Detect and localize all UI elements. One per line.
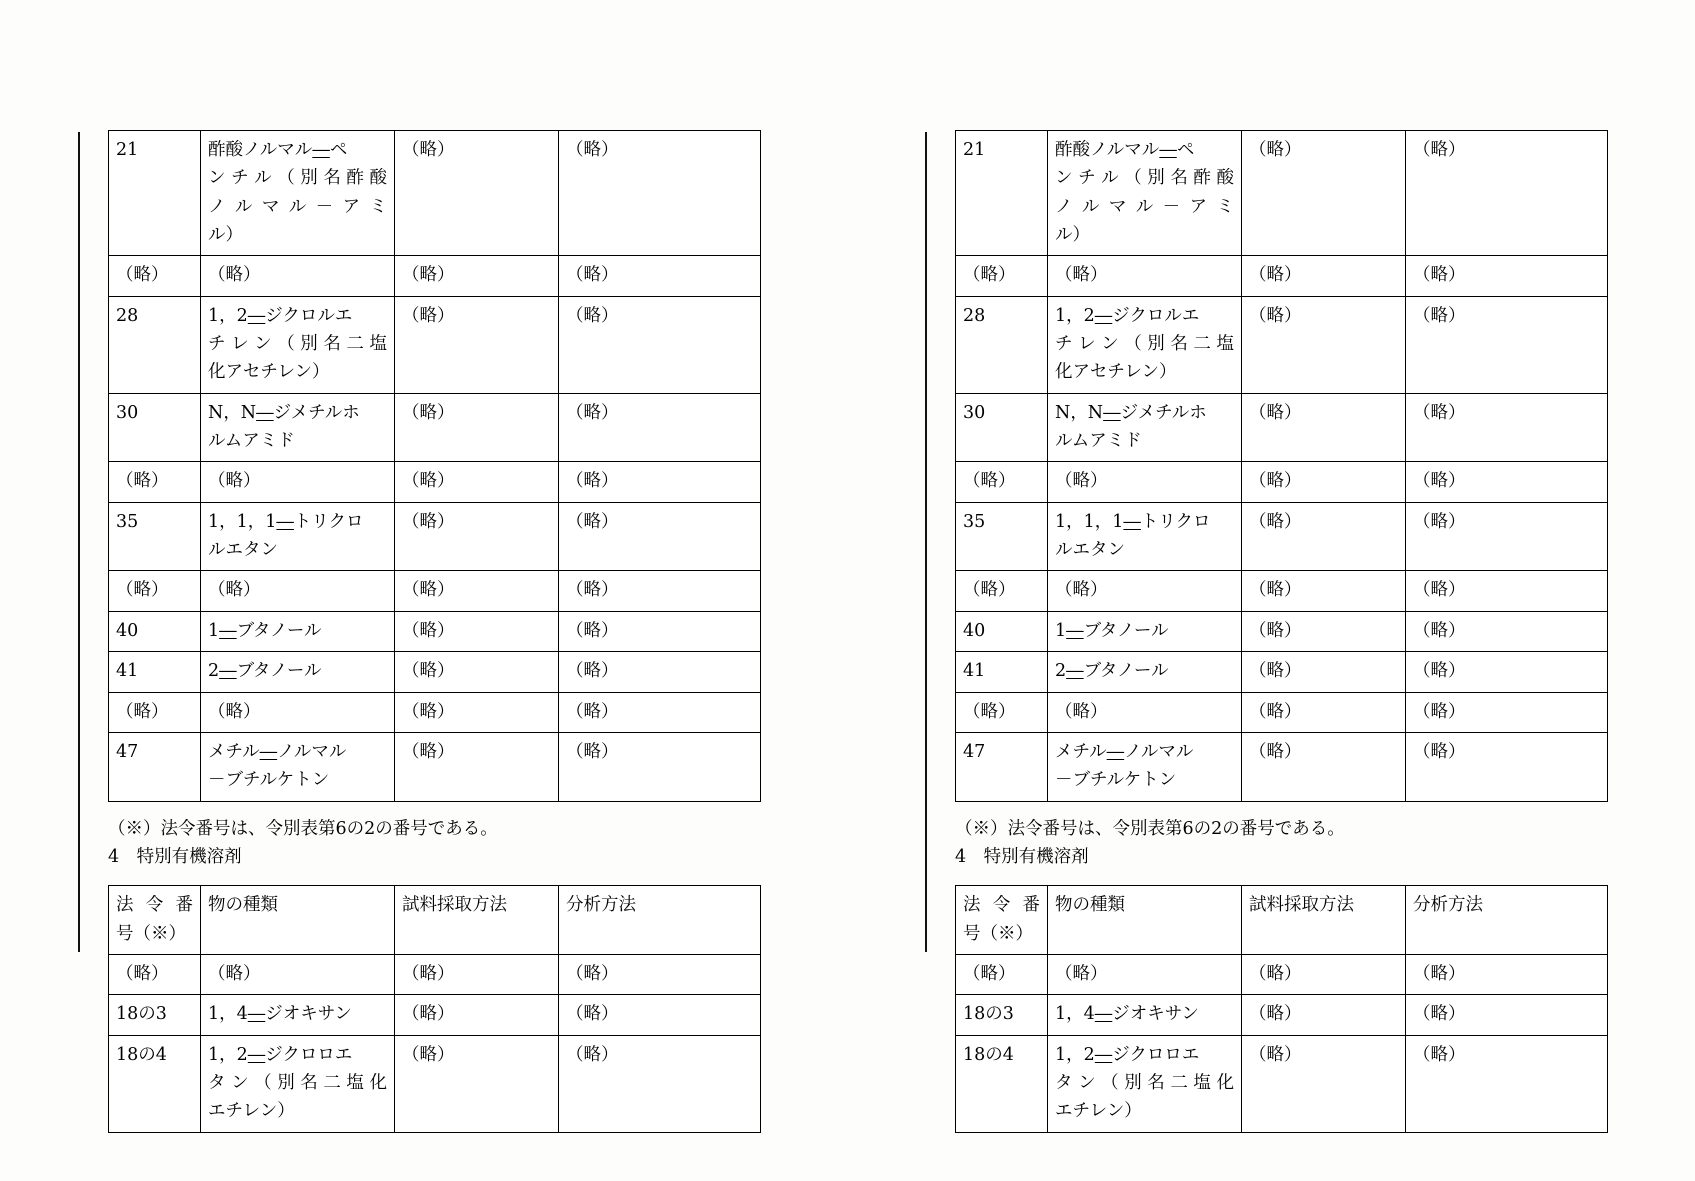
column-header-substance-kind: 物の種類 xyxy=(201,886,395,955)
cell-line: 2―ブタノール xyxy=(208,661,322,682)
amendment-underline: ― xyxy=(1106,741,1125,762)
table-row xyxy=(956,732,1608,801)
table-row xyxy=(109,393,761,462)
cell-line: 化アセチレン） xyxy=(208,362,330,383)
cell-law-number: 28 xyxy=(109,296,201,393)
table-header-row xyxy=(956,886,1608,955)
cell-substance-kind xyxy=(201,571,395,611)
table-row xyxy=(956,256,1608,296)
cell-substance-kind xyxy=(201,652,395,692)
cell-line: ルムアミド xyxy=(208,431,295,452)
cell-law-number: （略） xyxy=(109,692,201,732)
cell-analysis-method: （略） xyxy=(1406,611,1608,651)
amendment-underline: ― xyxy=(247,1044,266,1065)
cell-analysis-method: （略） xyxy=(559,692,761,732)
cell-line: N，N―ジメチルホ xyxy=(1055,402,1207,423)
cell-sampling-method: （略） xyxy=(395,1035,559,1132)
cell-law-number: 35 xyxy=(956,502,1048,571)
cell-law-number: （略） xyxy=(109,954,201,994)
cell-sampling-method: （略） xyxy=(395,571,559,611)
cell-analysis-method: （略） xyxy=(1406,1035,1608,1132)
cell-sampling-method: （略） xyxy=(395,131,559,256)
cell-line: チ レ ン （ 別 名 二 塩 xyxy=(1055,334,1234,355)
cell-text xyxy=(208,399,387,456)
amendment-underline: ― xyxy=(1103,402,1121,423)
cell-text xyxy=(1055,467,1234,495)
cell-substance-kind xyxy=(1048,462,1242,502)
table-row xyxy=(956,954,1608,994)
cell-line: 1，2―ジクロロエ xyxy=(1055,1044,1200,1065)
cell-analysis-method: （略） xyxy=(1406,692,1608,732)
cell-analysis-method: （略） xyxy=(559,732,761,801)
cell-law-number: 35 xyxy=(109,502,201,571)
cell-text xyxy=(208,1000,387,1028)
cell-law-number: 18の3 xyxy=(956,995,1048,1035)
organic-solvent-table-right xyxy=(955,130,1608,802)
table-row xyxy=(956,502,1608,571)
table-row xyxy=(956,462,1608,502)
cell-analysis-method: （略） xyxy=(1406,393,1608,462)
cell-law-number: 30 xyxy=(109,393,201,462)
cell-analysis-method: （略） xyxy=(1406,732,1608,801)
cell-substance-kind xyxy=(201,692,395,732)
cell-sampling-method: （略） xyxy=(1242,954,1406,994)
caption-note-right: （※）法令番号は、令別表第6の2の番号である。 xyxy=(955,818,1345,839)
header-line: 号（※） xyxy=(116,923,186,944)
cell-substance-kind xyxy=(1048,131,1242,256)
cell-line: （略） xyxy=(208,963,261,984)
cell-line: 1，1，1―トリクロ xyxy=(208,511,364,532)
caption-note-left: （※）法令番号は、令別表第6の2の番号である。 xyxy=(108,818,498,839)
cell-sampling-method: （略） xyxy=(1242,692,1406,732)
table-row xyxy=(956,393,1608,462)
cell-text xyxy=(208,698,387,726)
cell-law-number: 41 xyxy=(109,652,201,692)
margin-rule-left xyxy=(78,132,80,952)
cell-analysis-method: （略） xyxy=(1406,502,1608,571)
cell-line: （略） xyxy=(1055,701,1108,722)
amendment-underline: ― xyxy=(1094,305,1113,326)
cell-law-number: 21 xyxy=(956,131,1048,256)
organic-solvent-table-left xyxy=(108,130,761,802)
table-row xyxy=(956,652,1608,692)
table-row xyxy=(956,296,1608,393)
cell-line: （略） xyxy=(1055,471,1108,492)
cell-analysis-method: （略） xyxy=(559,995,761,1035)
section-heading-left: 4 特別有機溶剤 xyxy=(108,846,242,867)
cell-analysis-method: （略） xyxy=(559,296,761,393)
cell-substance-kind xyxy=(201,732,395,801)
cell-line: エチレン） xyxy=(208,1101,295,1122)
cell-line: タ ン （ 別 名 二 塩 化 xyxy=(208,1072,387,1093)
cell-text xyxy=(1055,657,1234,685)
table-row xyxy=(956,692,1608,732)
cell-line: －ブチルケトン xyxy=(1055,770,1177,791)
cell-law-number: 18の3 xyxy=(109,995,201,1035)
amendment-underline: ― xyxy=(219,661,237,682)
cell-line: ルムアミド xyxy=(1055,431,1142,452)
cell-law-number: 18の4 xyxy=(109,1035,201,1132)
cell-sampling-method: （略） xyxy=(395,502,559,571)
cell-line: （略） xyxy=(208,471,261,492)
cell-substance-kind xyxy=(1048,954,1242,994)
amendment-underline: ― xyxy=(247,1004,266,1025)
cell-line: ル） xyxy=(208,225,243,246)
cell-sampling-method: （略） xyxy=(1242,502,1406,571)
table1-body-right xyxy=(956,131,1608,802)
cell-sampling-method: （略） xyxy=(1242,131,1406,256)
cell-line: 1，1，1―トリクロ xyxy=(1055,511,1211,532)
cell-sampling-method: （略） xyxy=(1242,296,1406,393)
cell-text xyxy=(1055,738,1234,795)
table-row xyxy=(109,995,761,1035)
amendment-underline: ― xyxy=(259,741,278,762)
cell-sampling-method: （略） xyxy=(1242,462,1406,502)
cell-substance-kind xyxy=(1048,393,1242,462)
cell-analysis-method: （略） xyxy=(559,954,761,994)
cell-analysis-method: （略） xyxy=(559,462,761,502)
cell-line: N，N―ジメチルホ xyxy=(208,402,360,423)
table-row xyxy=(109,571,761,611)
cell-line: 1，4―ジオキサン xyxy=(1055,1004,1199,1025)
cell-text xyxy=(208,261,387,289)
table-row xyxy=(109,692,761,732)
cell-substance-kind xyxy=(201,296,395,393)
cell-analysis-method: （略） xyxy=(1406,571,1608,611)
amendment-underline: ― xyxy=(312,140,330,160)
cell-line: （略） xyxy=(1055,265,1108,286)
table-row xyxy=(956,1035,1608,1132)
cell-text xyxy=(208,576,387,604)
cell-analysis-method: （略） xyxy=(559,131,761,256)
cell-text xyxy=(208,960,387,988)
cell-sampling-method: （略） xyxy=(1242,1035,1406,1132)
cell-text xyxy=(1055,617,1234,645)
cell-law-number: 47 xyxy=(956,732,1048,801)
cell-sampling-method: （略） xyxy=(395,393,559,462)
cell-text xyxy=(208,136,387,249)
cell-substance-kind xyxy=(201,502,395,571)
cell-text xyxy=(1055,1000,1234,1028)
cell-substance-kind xyxy=(201,1035,395,1132)
cell-text xyxy=(1055,136,1234,249)
table-row xyxy=(109,732,761,801)
header-line: 法 令 番 xyxy=(963,895,1040,916)
cell-line: メチル―ノルマル xyxy=(1055,741,1194,762)
table-row xyxy=(956,611,1608,651)
cell-sampling-method: （略） xyxy=(1242,393,1406,462)
cell-law-number: （略） xyxy=(956,571,1048,611)
cell-text xyxy=(1055,399,1234,456)
panel-right-content xyxy=(955,130,1615,1133)
column-header-analysis-method: 分析方法 xyxy=(559,886,761,955)
cell-line: 1―ブタノール xyxy=(1055,620,1169,641)
cell-line: ノ ル マ ル － ア ミ xyxy=(1055,196,1234,217)
cell-analysis-method: （略） xyxy=(1406,954,1608,994)
cell-sampling-method: （略） xyxy=(1242,571,1406,611)
cell-line: （略） xyxy=(208,701,261,722)
cell-line: ル） xyxy=(1055,225,1090,246)
cell-sampling-method: （略） xyxy=(395,652,559,692)
cell-text xyxy=(208,617,387,645)
table2-body-right xyxy=(956,886,1608,1132)
cell-substance-kind xyxy=(201,611,395,651)
amendment-underline: ― xyxy=(247,305,266,326)
cell-line: 1，4―ジオキサン xyxy=(208,1004,352,1025)
cell-sampling-method: （略） xyxy=(395,732,559,801)
cell-line: 2―ブタノール xyxy=(1055,661,1169,682)
table2-body-left xyxy=(109,886,761,1132)
cell-text xyxy=(208,1041,387,1126)
cell-line: （略） xyxy=(1055,963,1108,984)
cell-law-number: 21 xyxy=(109,131,201,256)
table-row xyxy=(109,1035,761,1132)
special-organic-solvent-table-left xyxy=(108,885,761,1132)
cell-text xyxy=(208,657,387,685)
cell-analysis-method: （略） xyxy=(1406,995,1608,1035)
cell-law-number: 30 xyxy=(956,393,1048,462)
cell-line: 1，2―ジクロルエ xyxy=(1055,305,1200,326)
cell-substance-kind xyxy=(1048,502,1242,571)
table-row xyxy=(956,131,1608,256)
cell-analysis-method: （略） xyxy=(559,1035,761,1132)
panel-left xyxy=(0,0,847,1181)
cell-line: ノ ル マ ル － ア ミ xyxy=(208,196,387,217)
table-row xyxy=(109,462,761,502)
cell-analysis-method: （略） xyxy=(559,256,761,296)
amendment-underline: ― xyxy=(1123,511,1141,532)
cell-substance-kind xyxy=(201,131,395,256)
cell-substance-kind xyxy=(1048,652,1242,692)
cell-analysis-method: （略） xyxy=(559,502,761,571)
special-organic-solvent-table-right xyxy=(955,885,1608,1132)
cell-law-number: （略） xyxy=(956,462,1048,502)
amendment-underline: ― xyxy=(1094,1044,1113,1065)
cell-line: 酢酸ノルマル―ペ xyxy=(1055,140,1195,160)
amendment-underline: ― xyxy=(219,620,237,641)
cell-analysis-method: （略） xyxy=(559,652,761,692)
column-header-law-number xyxy=(956,886,1048,955)
cell-substance-kind xyxy=(1048,692,1242,732)
cell-law-number: 40 xyxy=(956,611,1048,651)
table-row xyxy=(109,611,761,651)
cell-line: （略） xyxy=(1055,580,1108,601)
cell-sampling-method: （略） xyxy=(395,611,559,651)
amendment-underline: ― xyxy=(1066,620,1084,641)
cell-sampling-method: （略） xyxy=(395,256,559,296)
cell-line: 化アセチレン） xyxy=(1055,362,1177,383)
table-row xyxy=(109,296,761,393)
table-row xyxy=(109,502,761,571)
cell-analysis-method: （略） xyxy=(1406,296,1608,393)
cell-law-number: 28 xyxy=(956,296,1048,393)
cell-text xyxy=(1055,508,1234,565)
cell-substance-kind xyxy=(1048,571,1242,611)
cell-law-number: （略） xyxy=(956,954,1048,994)
cell-line: チ レ ン （ 別 名 二 塩 xyxy=(208,334,387,355)
amendment-underline: ― xyxy=(276,511,294,532)
table-row xyxy=(109,652,761,692)
table-row xyxy=(109,256,761,296)
cell-sampling-method: （略） xyxy=(395,692,559,732)
cell-substance-kind xyxy=(1048,296,1242,393)
cell-line: 1，2―ジクロロエ xyxy=(208,1044,353,1065)
cell-substance-kind xyxy=(201,256,395,296)
cell-sampling-method: （略） xyxy=(1242,611,1406,651)
cell-substance-kind xyxy=(1048,995,1242,1035)
cell-line: 1―ブタノール xyxy=(208,620,322,641)
table-row xyxy=(109,131,761,256)
cell-analysis-method: （略） xyxy=(559,611,761,651)
section-heading-right: 4 特別有機溶剤 xyxy=(955,846,1089,867)
cell-substance-kind xyxy=(1048,1035,1242,1132)
cell-sampling-method: （略） xyxy=(1242,652,1406,692)
cell-substance-kind xyxy=(1048,611,1242,651)
header-line: 号（※） xyxy=(963,923,1033,944)
cell-analysis-method: （略） xyxy=(1406,462,1608,502)
cell-analysis-method: （略） xyxy=(559,393,761,462)
cell-sampling-method: （略） xyxy=(1242,732,1406,801)
cell-text xyxy=(208,508,387,565)
table-row xyxy=(956,571,1608,611)
cell-substance-kind xyxy=(201,954,395,994)
cell-law-number: 18の4 xyxy=(956,1035,1048,1132)
cell-line: （略） xyxy=(208,580,261,601)
cell-line: エチレン） xyxy=(1055,1101,1142,1122)
header-line: 法 令 番 xyxy=(116,895,193,916)
cell-substance-kind xyxy=(1048,256,1242,296)
cell-analysis-method: （略） xyxy=(1406,652,1608,692)
cell-line: －ブチルケトン xyxy=(208,770,330,791)
cell-substance-kind xyxy=(201,462,395,502)
cell-line: ルエタン xyxy=(1055,540,1125,561)
cell-law-number: （略） xyxy=(109,571,201,611)
cell-text xyxy=(208,302,387,387)
cell-text xyxy=(1055,1041,1234,1126)
cell-sampling-method: （略） xyxy=(395,995,559,1035)
cell-analysis-method: （略） xyxy=(1406,131,1608,256)
cell-line: ン チ ル （ 別 名 酢 酸 xyxy=(208,168,387,189)
cell-sampling-method: （略） xyxy=(395,462,559,502)
cell-text xyxy=(1055,960,1234,988)
margin-rule-right xyxy=(925,132,927,952)
cell-law-number: （略） xyxy=(956,256,1048,296)
cell-text xyxy=(1055,261,1234,289)
column-header-substance-kind: 物の種類 xyxy=(1048,886,1242,955)
cell-line: 1，2―ジクロルエ xyxy=(208,305,353,326)
table-row xyxy=(956,995,1608,1035)
amendment-underline: ― xyxy=(1094,1004,1113,1025)
cell-line: メチル―ノルマル xyxy=(208,741,347,762)
cell-sampling-method: （略） xyxy=(395,954,559,994)
amendment-underline: ― xyxy=(1066,661,1084,682)
cell-analysis-method: （略） xyxy=(1406,256,1608,296)
panel-left-content xyxy=(108,130,768,1133)
cell-law-number: 41 xyxy=(956,652,1048,692)
amendment-underline: ― xyxy=(1159,140,1177,160)
panel-right xyxy=(847,0,1694,1181)
table1-body-left xyxy=(109,131,761,802)
cell-text xyxy=(208,738,387,795)
cell-sampling-method: （略） xyxy=(1242,995,1406,1035)
cell-line: ン チ ル （ 別 名 酢 酸 xyxy=(1055,168,1234,189)
cell-sampling-method: （略） xyxy=(1242,256,1406,296)
amendment-underline: ― xyxy=(256,402,274,423)
cell-law-number: 47 xyxy=(109,732,201,801)
cell-line: （略） xyxy=(208,265,261,286)
cell-text xyxy=(1055,698,1234,726)
cell-analysis-method: （略） xyxy=(559,571,761,611)
cell-law-number: （略） xyxy=(109,462,201,502)
cell-law-number: （略） xyxy=(109,256,201,296)
cell-law-number: 40 xyxy=(109,611,201,651)
cell-substance-kind xyxy=(201,393,395,462)
column-header-sampling-method: 試料採取方法 xyxy=(1242,886,1406,955)
table-row xyxy=(109,954,761,994)
cell-substance-kind xyxy=(201,995,395,1035)
cell-text xyxy=(208,467,387,495)
column-header-analysis-method: 分析方法 xyxy=(1406,886,1608,955)
cell-sampling-method: （略） xyxy=(395,296,559,393)
cell-text xyxy=(1055,302,1234,387)
cell-text xyxy=(1055,576,1234,604)
cell-line: ルエタン xyxy=(208,540,278,561)
column-header-sampling-method: 試料採取方法 xyxy=(395,886,559,955)
cell-line: タ ン （ 別 名 二 塩 化 xyxy=(1055,1072,1234,1093)
cell-substance-kind xyxy=(1048,732,1242,801)
column-header-law-number xyxy=(109,886,201,955)
cell-law-number: （略） xyxy=(956,692,1048,732)
table-header-row xyxy=(109,886,761,955)
cell-line: 酢酸ノルマル―ペ xyxy=(208,140,348,160)
